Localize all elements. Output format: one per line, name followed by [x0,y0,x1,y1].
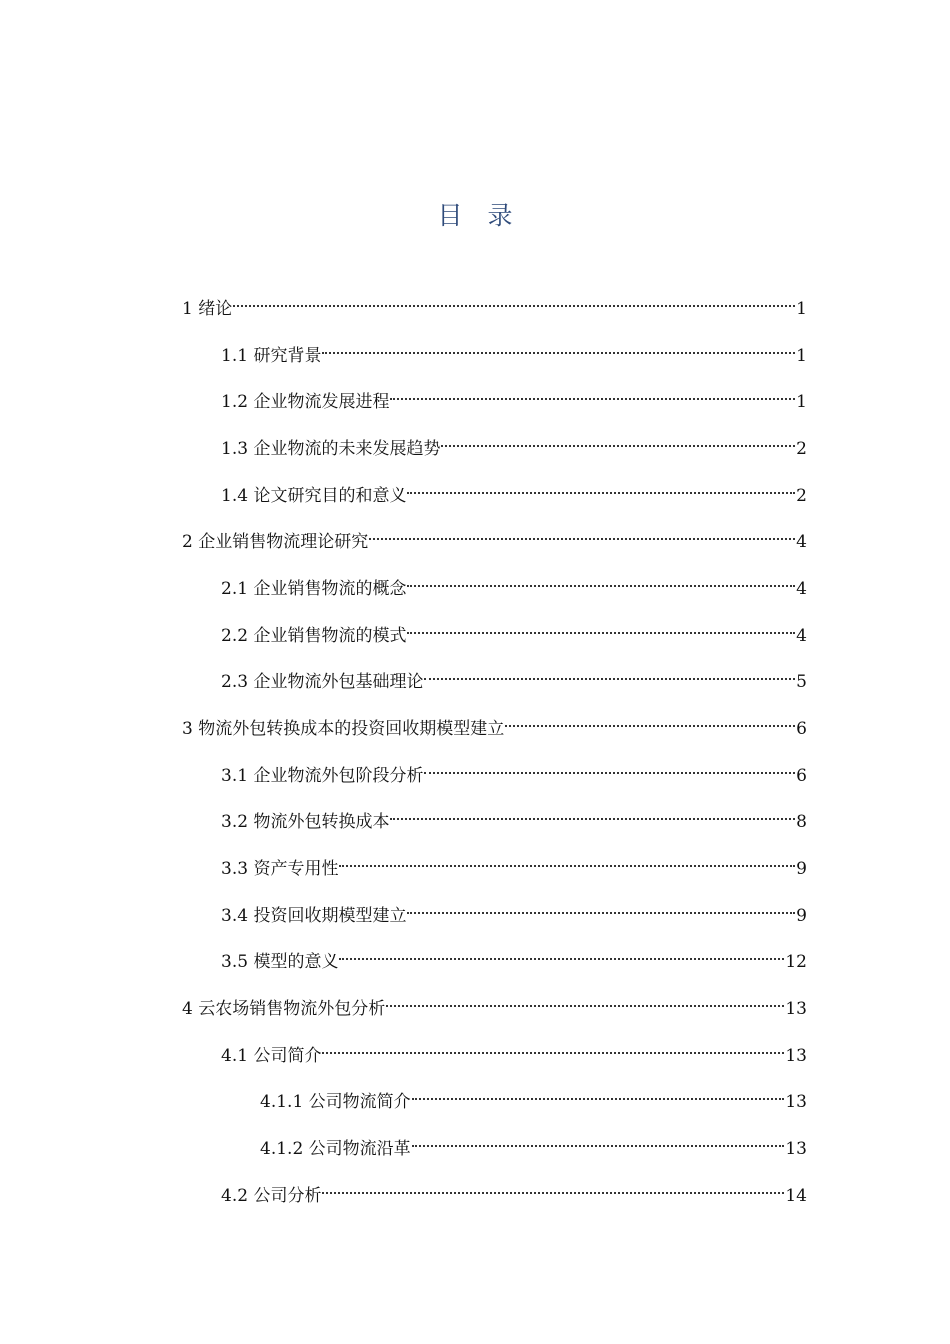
toc-entry-text: 2.2 企业销售物流的模式 [221,626,407,646]
toc-entry-page: 6 [796,719,807,739]
toc-entry[interactable] [221,381,807,412]
toc-entry-text: 2 企业销售物流理论研究 [182,532,369,552]
toc-entry-text: 3.1 企业物流外包阶段分析 [221,766,424,786]
toc-entry[interactable] [221,661,807,692]
toc-dot-leader [322,1175,784,1201]
toc-entry-text: 3.3 资产专用性 [221,859,339,879]
toc-dot-leader [386,988,784,1014]
toc-entry[interactable] [221,615,807,646]
toc-entry-text: 4.1.1 公司物流简介 [260,1092,411,1112]
toc-entry-text: 4.1 公司简介 [221,1046,322,1066]
toc-entry-text: 1.2 企业物流发展进程 [221,392,390,412]
toc-dot-leader [390,801,795,827]
toc-entry[interactable] [221,568,807,599]
toc-entry-page: 9 [796,906,807,926]
toc-dot-leader [407,475,795,501]
toc-entry-text: 3.4 投资回收期模型建立 [221,906,407,926]
toc-entry-page: 12 [785,952,807,972]
toc-entry-page: 1 [796,392,807,412]
toc-entry[interactable] [221,1035,807,1066]
toc-dot-leader [407,568,795,594]
toc-entry-page: 13 [785,1046,807,1066]
toc-entry[interactable] [221,895,807,926]
toc-dot-leader [322,1035,784,1061]
toc-dot-leader [322,335,795,361]
toc-entry-page: 4 [796,579,807,599]
toc-entry-text: 4 云农场销售物流外包分析 [182,999,386,1019]
toc-dot-leader [407,615,795,641]
toc-entry[interactable] [221,428,807,459]
toc-entry-page: 6 [796,766,807,786]
toc-entry-text: 1.4 论文研究目的和意义 [221,486,407,506]
toc-entry-page: 9 [796,859,807,879]
toc-entry-page: 13 [785,1139,807,1159]
toc-entry-page: 1 [796,299,807,319]
toc-entry[interactable] [260,1081,807,1112]
toc-dot-leader [424,661,795,687]
toc-entry-text: 2.1 企业销售物流的概念 [221,579,407,599]
toc-entry-page: 8 [796,812,807,832]
toc-entry-page: 2 [796,439,807,459]
toc-entry-page: 5 [796,672,807,692]
toc-dot-leader [390,381,795,407]
toc-entry[interactable] [182,521,807,552]
toc-entry[interactable] [260,1128,807,1159]
toc-entry-text: 3 物流外包转换成本的投资回收期模型建立 [182,719,505,739]
toc-entry[interactable] [182,988,807,1019]
toc-entry[interactable] [221,755,807,786]
toc-entry-page: 1 [796,346,807,366]
toc-entry-text: 2.3 企业物流外包基础理论 [221,672,424,692]
toc-entry[interactable] [221,941,807,972]
toc-entry-text: 1.3 企业物流的未来发展趋势 [221,439,441,459]
toc-dot-leader [412,1081,785,1107]
toc-entry-text: 4.1.2 公司物流沿革 [260,1139,411,1159]
toc-dot-leader [339,848,795,874]
toc-dot-leader [407,895,795,921]
toc-entry[interactable] [221,335,807,366]
toc-entry-page: 4 [796,532,807,552]
toc-entry[interactable] [221,1175,807,1206]
toc-entry[interactable] [182,288,807,319]
toc-entry[interactable] [221,475,807,506]
toc-entry-text: 1 绪论 [182,299,233,319]
toc-entry[interactable] [221,801,807,832]
toc-entry-page: 4 [796,626,807,646]
toc-dot-leader [339,941,784,967]
toc-entry-page: 2 [796,486,807,506]
toc-entry[interactable] [221,848,807,879]
toc-dot-leader [505,708,795,734]
toc-entry-page: 13 [785,999,807,1019]
toc-entry-text: 3.2 物流外包转换成本 [221,812,390,832]
toc-dot-leader [233,288,795,314]
toc-entry-text: 3.5 模型的意义 [221,952,339,972]
toc-title: 目 录 [437,201,513,230]
toc-entry[interactable] [182,708,807,739]
toc-entry-page: 13 [785,1092,807,1112]
toc-entry-page: 14 [785,1186,807,1206]
toc-dot-leader [369,521,795,547]
toc-entry-text: 1.1 研究背景 [221,346,322,366]
toc-dot-leader [424,755,795,781]
toc-dot-leader [412,1128,785,1154]
toc-entry-text: 4.2 公司分析 [221,1186,322,1206]
toc-dot-leader [441,428,795,454]
